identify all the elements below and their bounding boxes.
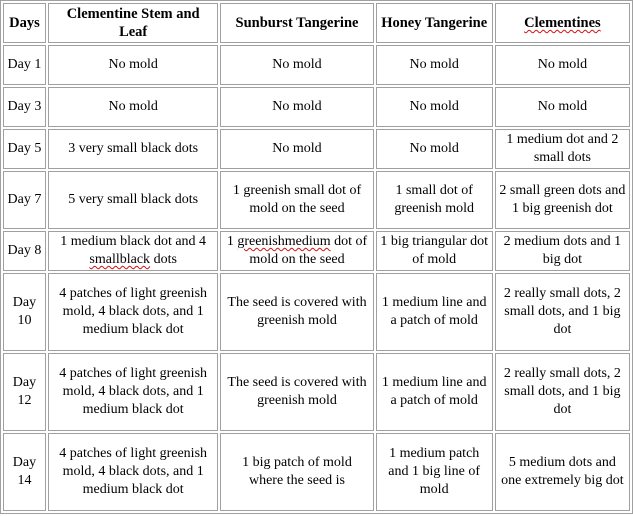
day-cell: Day 1 (3, 45, 46, 85)
table-cell: 4 patches of light greenish mold, 4 black dots, and 1 medium black dot (48, 433, 219, 511)
table-row (3, 353, 630, 431)
table-cell: 5 very small black dots (48, 171, 219, 229)
table-row (3, 273, 630, 351)
table-cell: 4 patches of light greenish mold, 4 black dots, and 1 medium black dot (48, 353, 219, 431)
table-cell: No mold (376, 45, 493, 85)
day-cell: Day 12 (3, 353, 46, 431)
table-cell: 3 very small black dots (48, 129, 219, 169)
header-clementine-stem-leaf: Clementine Stem and Leaf (48, 3, 219, 43)
table-cell: 1 greenish small dot of mold on the seed (220, 171, 373, 229)
table-row (3, 45, 630, 85)
table-cell: 1 big patch of mold where the seed is (220, 433, 373, 511)
table-cell: The seed is covered with greenish mold (220, 353, 373, 431)
table-cell: No mold (376, 87, 493, 127)
table-cell: 2 small green dots and 1 big greenish dot (495, 171, 630, 229)
table-cell: 2 medium dots and 1 big dot (495, 231, 630, 271)
table-cell: 5 medium dots and one extremely big dot (495, 433, 630, 511)
table-cell: No mold (220, 129, 373, 169)
table-cell-greenishmedium (220, 231, 373, 271)
cell-text-with-misspelling: 1 medium black dot and 4 smallblack dots (60, 234, 207, 267)
table-cell: No mold (48, 87, 219, 127)
table-cell: No mold (220, 45, 373, 85)
table-cell: 1 medium line and a patch of mold (376, 353, 493, 431)
clementines-label: Clementines (524, 15, 601, 31)
table-row (3, 129, 630, 169)
table-row (3, 433, 630, 511)
table-cell: 1 small dot of greenish mold (376, 171, 493, 229)
table-cell: The seed is covered with greenish mold (220, 273, 373, 351)
header-clementines (495, 3, 630, 43)
table-cell: 1 big triangular dot of mold (376, 231, 493, 271)
header-honey-tangerine: Honey Tangerine (376, 3, 493, 43)
day-cell: Day 14 (3, 433, 46, 511)
table-cell: 1 medium patch and 1 big line of mold (376, 433, 493, 511)
day-cell: Day 7 (3, 171, 46, 229)
table-cell: No mold (495, 87, 630, 127)
table-cell: No mold (376, 129, 493, 169)
table-cell: 1 medium line and a patch of mold (376, 273, 493, 351)
table-cell: 2 really small dots, 2 small dots, and 1 big dot (495, 273, 630, 351)
day-cell: Day 10 (3, 273, 46, 351)
table-row (3, 171, 630, 229)
day-cell: Day 5 (3, 129, 46, 169)
table-row (3, 87, 630, 127)
spellcheck-underline: greenishmedium (237, 234, 331, 249)
table-cell: No mold (220, 87, 373, 127)
table-cell-smallblack (48, 231, 219, 271)
header-sunburst-tangerine: Sunburst Tangerine (220, 3, 373, 43)
day-cell: Day 8 (3, 231, 46, 271)
header-days: Days (3, 3, 46, 43)
table-row (3, 231, 630, 271)
table-cell: 1 medium dot and 2 small dots (495, 129, 630, 169)
table-cell: 4 patches of light greenish mold, 4 black dots, and 1 medium black dot (48, 273, 219, 351)
header-row (3, 3, 630, 43)
table-cell: No mold (48, 45, 219, 85)
day-cell: Day 3 (3, 87, 46, 127)
table-cell: No mold (495, 45, 630, 85)
cell-text-with-misspelling: 1 greenishmedium dot of mold on the seed (226, 234, 368, 267)
table-cell: 2 really small dots, 2 small dots, and 1 big dot (495, 353, 630, 431)
spellcheck-underline: smallblack (89, 252, 151, 267)
